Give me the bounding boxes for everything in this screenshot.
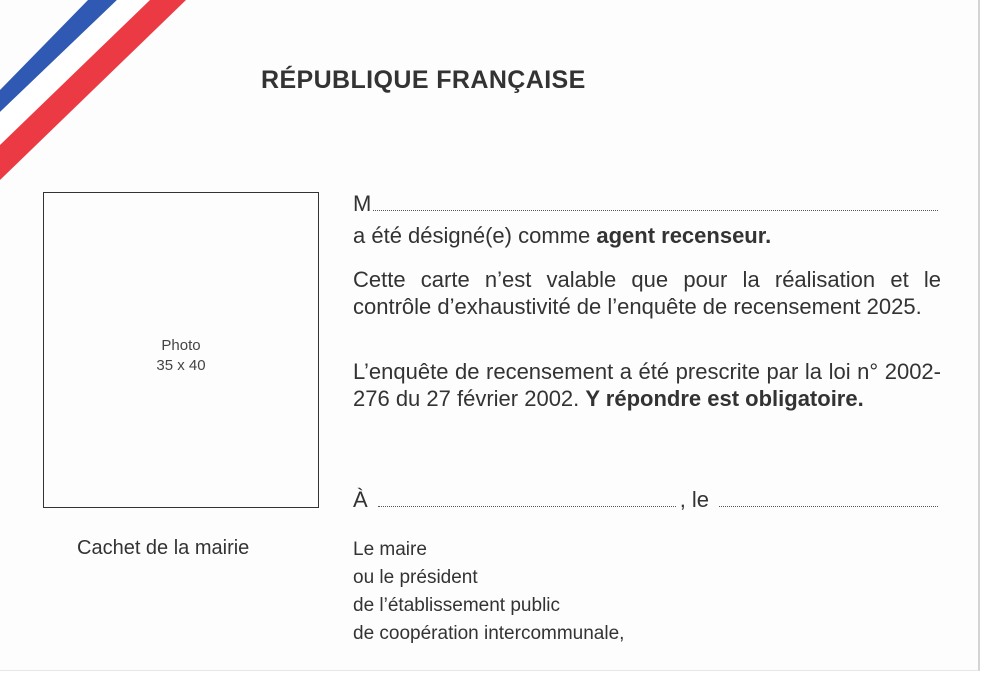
date-prefix: , le bbox=[679, 487, 710, 512]
name-line bbox=[353, 190, 938, 217]
photo-label-size: 35 x 40 bbox=[156, 357, 206, 374]
place-fill-line bbox=[378, 488, 676, 507]
designation-role: agent recenseur. bbox=[596, 223, 772, 248]
signatory-line3: de l’établissement public bbox=[353, 595, 561, 616]
tricolor-ribbon bbox=[0, 0, 200, 200]
page-title: RÉPUBLIQUE FRANÇAISE bbox=[261, 66, 586, 94]
validity-paragraph: Cette carte n’est valable que pour la réalisation et le contrôle d’exhaustivité de l’enquête de recensement 2025. bbox=[353, 267, 941, 319]
name-fill-line bbox=[373, 190, 938, 211]
legal-obligation: Y répondre est obligatoire. bbox=[585, 386, 864, 411]
signatory-line4: de coopération intercommunale, bbox=[353, 623, 625, 644]
date-fill-line bbox=[719, 488, 938, 507]
signatory-line2: ou le président bbox=[353, 567, 478, 588]
name-prefix: M bbox=[353, 191, 372, 216]
legal-text: L’enquête de recensement a été prescrite par la loi n° 2002-276 du 27 février 2002. bbox=[353, 359, 941, 411]
place-date-line bbox=[353, 487, 938, 513]
photo-label bbox=[44, 336, 318, 376]
place-prefix: À bbox=[353, 487, 368, 512]
signatory-line1: Le maire bbox=[353, 539, 427, 560]
signatory-block bbox=[353, 536, 624, 648]
photo-placeholder bbox=[43, 192, 319, 508]
designation-line bbox=[353, 223, 771, 249]
photo-label-line1: Photo bbox=[161, 337, 201, 354]
designation-text: a été désigné(e) comme bbox=[353, 223, 597, 248]
stamp-label: Cachet de la mairie bbox=[77, 537, 250, 559]
legal-paragraph bbox=[353, 358, 941, 412]
